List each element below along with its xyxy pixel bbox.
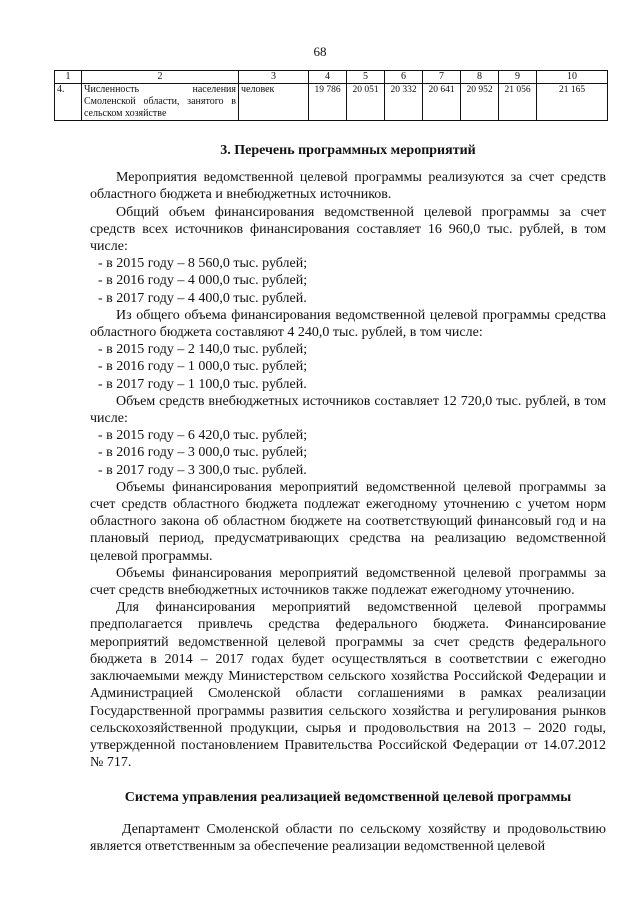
paragraph: Объем средств внебюджетных источников составляет 12 720,0 тыс. рублей, в том числе: <box>90 393 606 427</box>
table-header-cell: 10 <box>537 71 608 84</box>
list-item: - в 2016 году – 4 000,0 тыс. рублей; <box>98 273 308 289</box>
table-header-cell: 8 <box>461 71 499 84</box>
paragraph: Общий объем финансирования ведомственной целевой программы за счет средств всех источников финансирования составляет 16 960,0 тыс. рублей, в том числе: <box>90 204 606 255</box>
paragraph: Мероприятия ведомственной целевой программы реализуются за счет средств областного бюджета и внебюджетных источников. <box>90 170 606 203</box>
list-item: - в 2017 году – 4 400,0 тыс. рублей. <box>98 290 307 306</box>
row-value: 19 786 <box>309 84 347 121</box>
row-value: 20 641 <box>423 84 461 121</box>
table-row <box>55 84 608 121</box>
table-header-cell: 2 <box>82 71 239 84</box>
table-header-cell: 6 <box>385 71 423 84</box>
row-value: 20 952 <box>461 84 499 121</box>
row-value: 21 056 <box>499 84 537 121</box>
list-item: - в 2017 году – 3 300,0 тыс. рублей. <box>98 462 307 478</box>
paragraph: Для финансирования мероприятий ведомственной целевой программы предполагается привлечь средства федерального бюджета. Финансирование мероприятий ведомственной целевой программы за счет средств федерального бюджета в 2014 – 2017 годах будет осуществляться в соответствии с ежегодно заключаемыми между Министерством сельского хозяйства Российской Федерации и Администрацией Смоленской области соглашениями в рамках реализации Государственной программы развития сельского хозяйства и регулирования рынков сельскохозяйственной продукции, сырья и продовольствия на 2013 – 2020 годы, утвержденной постановлением Правительства Российской Федерации от 14.07.2012 № 717. <box>90 600 606 771</box>
page-number: 68 <box>313 44 327 59</box>
table-header-cell: 7 <box>423 71 461 84</box>
paragraph: Объемы финансирования мероприятий ведомственной целевой программы за счет средств внебюджетных источников также подлежат ежегодному уточнению. <box>90 565 606 599</box>
list-item: - в 2016 году – 3 000,0 тыс. рублей; <box>98 445 308 461</box>
section-title: 3. Перечень программных мероприятий <box>220 143 476 158</box>
row-number: 4. <box>55 84 82 121</box>
paragraph: Из общего объема финансирования ведомственной целевой программы средства областного бюджета составляют 4 240,0 тыс. рублей, в том числе: <box>90 307 606 341</box>
section-title-management: Система управления реализацией ведомственной целевой программы <box>124 790 572 806</box>
list-item: - в 2016 году – 1 000,0 тыс. рублей; <box>98 359 308 375</box>
document-body <box>90 142 606 855</box>
row-unit: человек <box>239 84 309 121</box>
indicator-table <box>54 70 608 121</box>
list-item: - в 2015 году – 8 560,0 тыс. рублей; <box>98 256 308 272</box>
row-value: 20 051 <box>347 84 385 121</box>
table-header-cell: 4 <box>309 71 347 84</box>
table-header-cell: 1 <box>55 71 82 84</box>
row-value: 20 332 <box>385 84 423 121</box>
list-item: - в 2015 году – 6 420,0 тыс. рублей; <box>98 428 308 444</box>
table-header-cell: 9 <box>499 71 537 84</box>
list-item: - в 2017 году – 1 100,0 тыс. рублей. <box>98 376 307 392</box>
paragraph: Департамент Смоленской области по сельскому хозяйству и продовольствию является ответственным за обеспечение реализации ведомственной целевой <box>90 821 606 854</box>
list-item: - в 2015 году – 2 140,0 тыс. рублей; <box>98 342 308 358</box>
table-header-cell: 3 <box>239 71 309 84</box>
row-value: 21 165 <box>537 84 608 121</box>
table-header-cell: 5 <box>347 71 385 84</box>
row-label: Численность населения Смоленской области, занятого в сельском хозяйстве <box>82 84 239 121</box>
table-header-row <box>55 71 608 84</box>
paragraph: Объемы финансирования мероприятий ведомственной целевой программы за счет средств областного бюджета подлежат ежегодному уточнению с учетом норм областного закона об областном бюджете на соответствующий финансовый год и на плановый период, предусматривающих средства на реализацию ведомственной целевой программы. <box>90 479 606 564</box>
